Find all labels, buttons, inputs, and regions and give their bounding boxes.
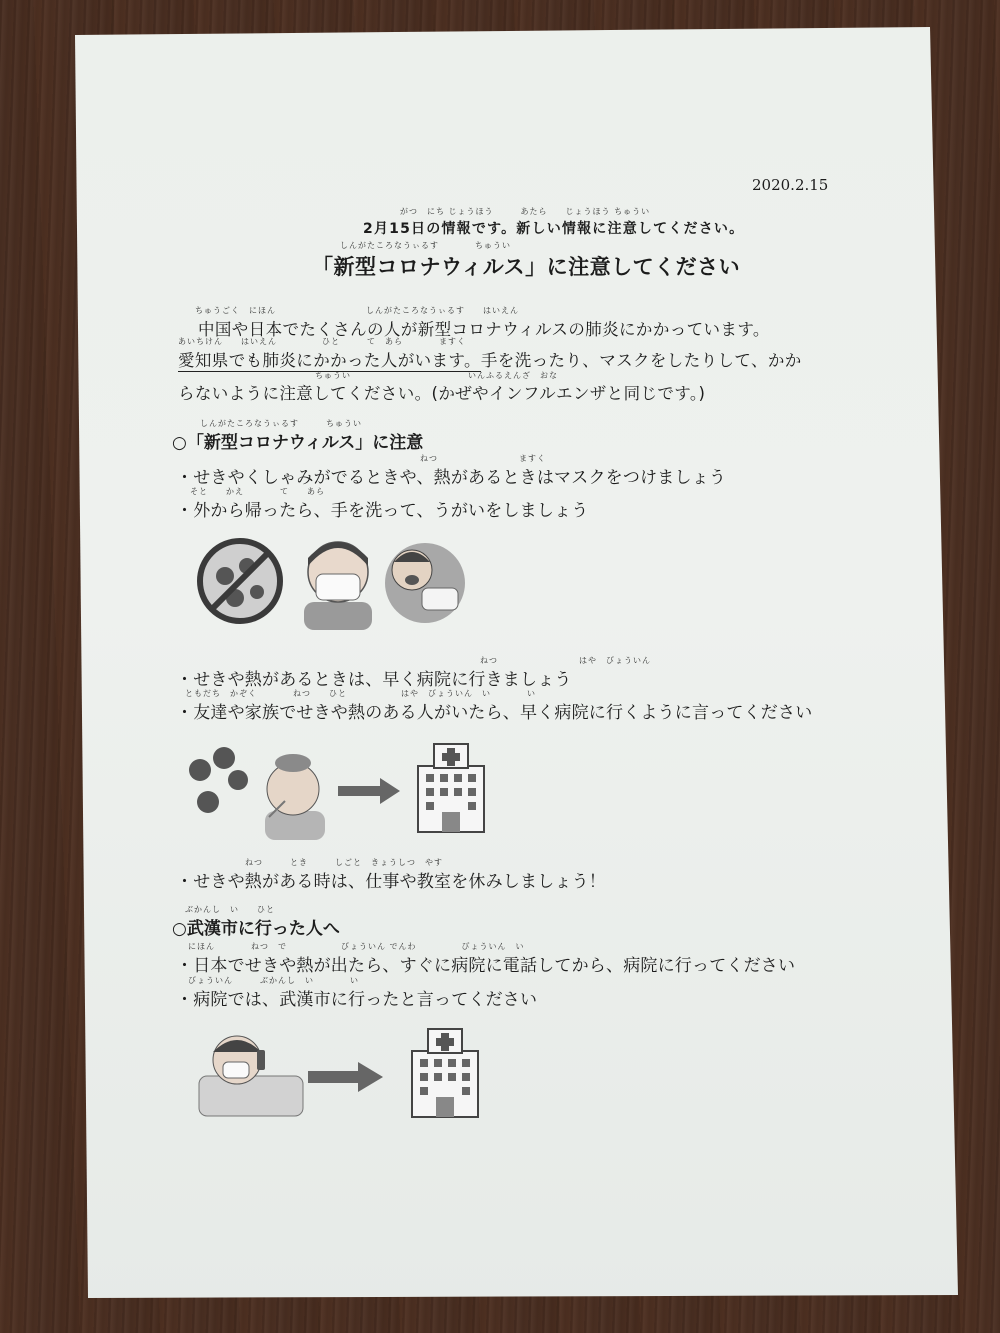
ruby-title: しんがたころなうぃるす ちゅうい [340, 241, 511, 250]
ruby-intro2: あいちけん はいえん ひと て あら ますく [178, 337, 466, 346]
intro-line-2 [178, 347, 802, 371]
mask-person-icon [298, 530, 378, 630]
ruby-b1: ねつ ますく [420, 454, 546, 463]
section-heading-coronavirus: ○「新型コロナウィルス」に注意 [172, 433, 424, 453]
intro-line-1: 中国や日本でたくさんの人が新型コロナウィルスの肺炎にかかっています。 [198, 320, 770, 339]
bullet-mask: ・せきやくしゃみがでるときや、熱があるときはマスクをつけましょう [176, 468, 727, 488]
intro-highlight: 愛知県でも肺炎にかかった人がいます。 [178, 351, 481, 370]
ruby-b6: にほん ねつ で びょういん でんわ びょういん い [188, 942, 525, 951]
intro-line-2-rest: 手を洗ったり、マスクをしたりして、かか [480, 351, 802, 370]
ruby-intro3: ちゅうい いんふるえんざ おな [315, 371, 558, 380]
ruby-sec4: ぶかんし い ひと [185, 905, 275, 914]
arrow-right-icon [308, 1060, 383, 1094]
ruby-b5: ねつ とき しごと きょうしつ やす [245, 858, 443, 867]
section-heading-wuhan: ○武漢市に行った人へ [172, 919, 340, 939]
ruby-b3: ねつ はや びょういん [480, 656, 651, 665]
bullet-go-hospital: ・せきや熱があるときは、早く病院に行きましょう [176, 670, 572, 690]
bullet-handwash: ・外から帰ったら、手を洗って、うがいをしましょう [176, 501, 589, 521]
coughing-person-icon [380, 538, 470, 630]
ruby-intro1: ちゅうごく にほん しんがたころなうぃるす はいえん [195, 306, 519, 315]
intro-line-3: らないように注意してください。(かぜやインフルエンザと同じです。) [178, 384, 706, 403]
ruby-notice: がつ にち じょうほう あたら じょうほう ちゅうい [400, 207, 651, 216]
ruby-b7: びょういん ぶかんし い い [188, 976, 359, 985]
ruby-sec1: しんがたころなうぃるす ちゅうい [200, 419, 362, 428]
bullet-call-hospital: ・日本でせきや熱が出たら、すぐに病院に電話してから、病院に行ってください [176, 956, 796, 976]
notice-line: 2月15日の情報です。新しい情報に注意してください。 [363, 221, 745, 237]
bullet-say-wuhan: ・病院では、武漢市に行ったと言ってください [176, 990, 538, 1010]
no-virus-icon [195, 536, 285, 626]
page-title: 「新型コロナウィルス」に注意してください [312, 255, 741, 279]
arrow-right-icon [338, 776, 400, 806]
bullet-rest: ・せきや熱がある時は、仕事や教室を休みしましょう！ [176, 872, 606, 892]
feverish-person-icon [255, 745, 335, 840]
hospital-icon [410, 1027, 480, 1119]
hospital-icon [416, 742, 486, 834]
document-date: 2020.2.15 [752, 176, 829, 194]
sick-person-phone-icon [195, 1020, 305, 1120]
bullet-tell-family: ・友達や家族でせきや熱のある人がいたら、早く病院に行くように言ってください [176, 703, 813, 723]
ruby-b4: ともだち かぞく ねつ ひと はや びょういん い い [185, 689, 536, 698]
ruby-b2: そと かえ て あら [190, 487, 325, 496]
